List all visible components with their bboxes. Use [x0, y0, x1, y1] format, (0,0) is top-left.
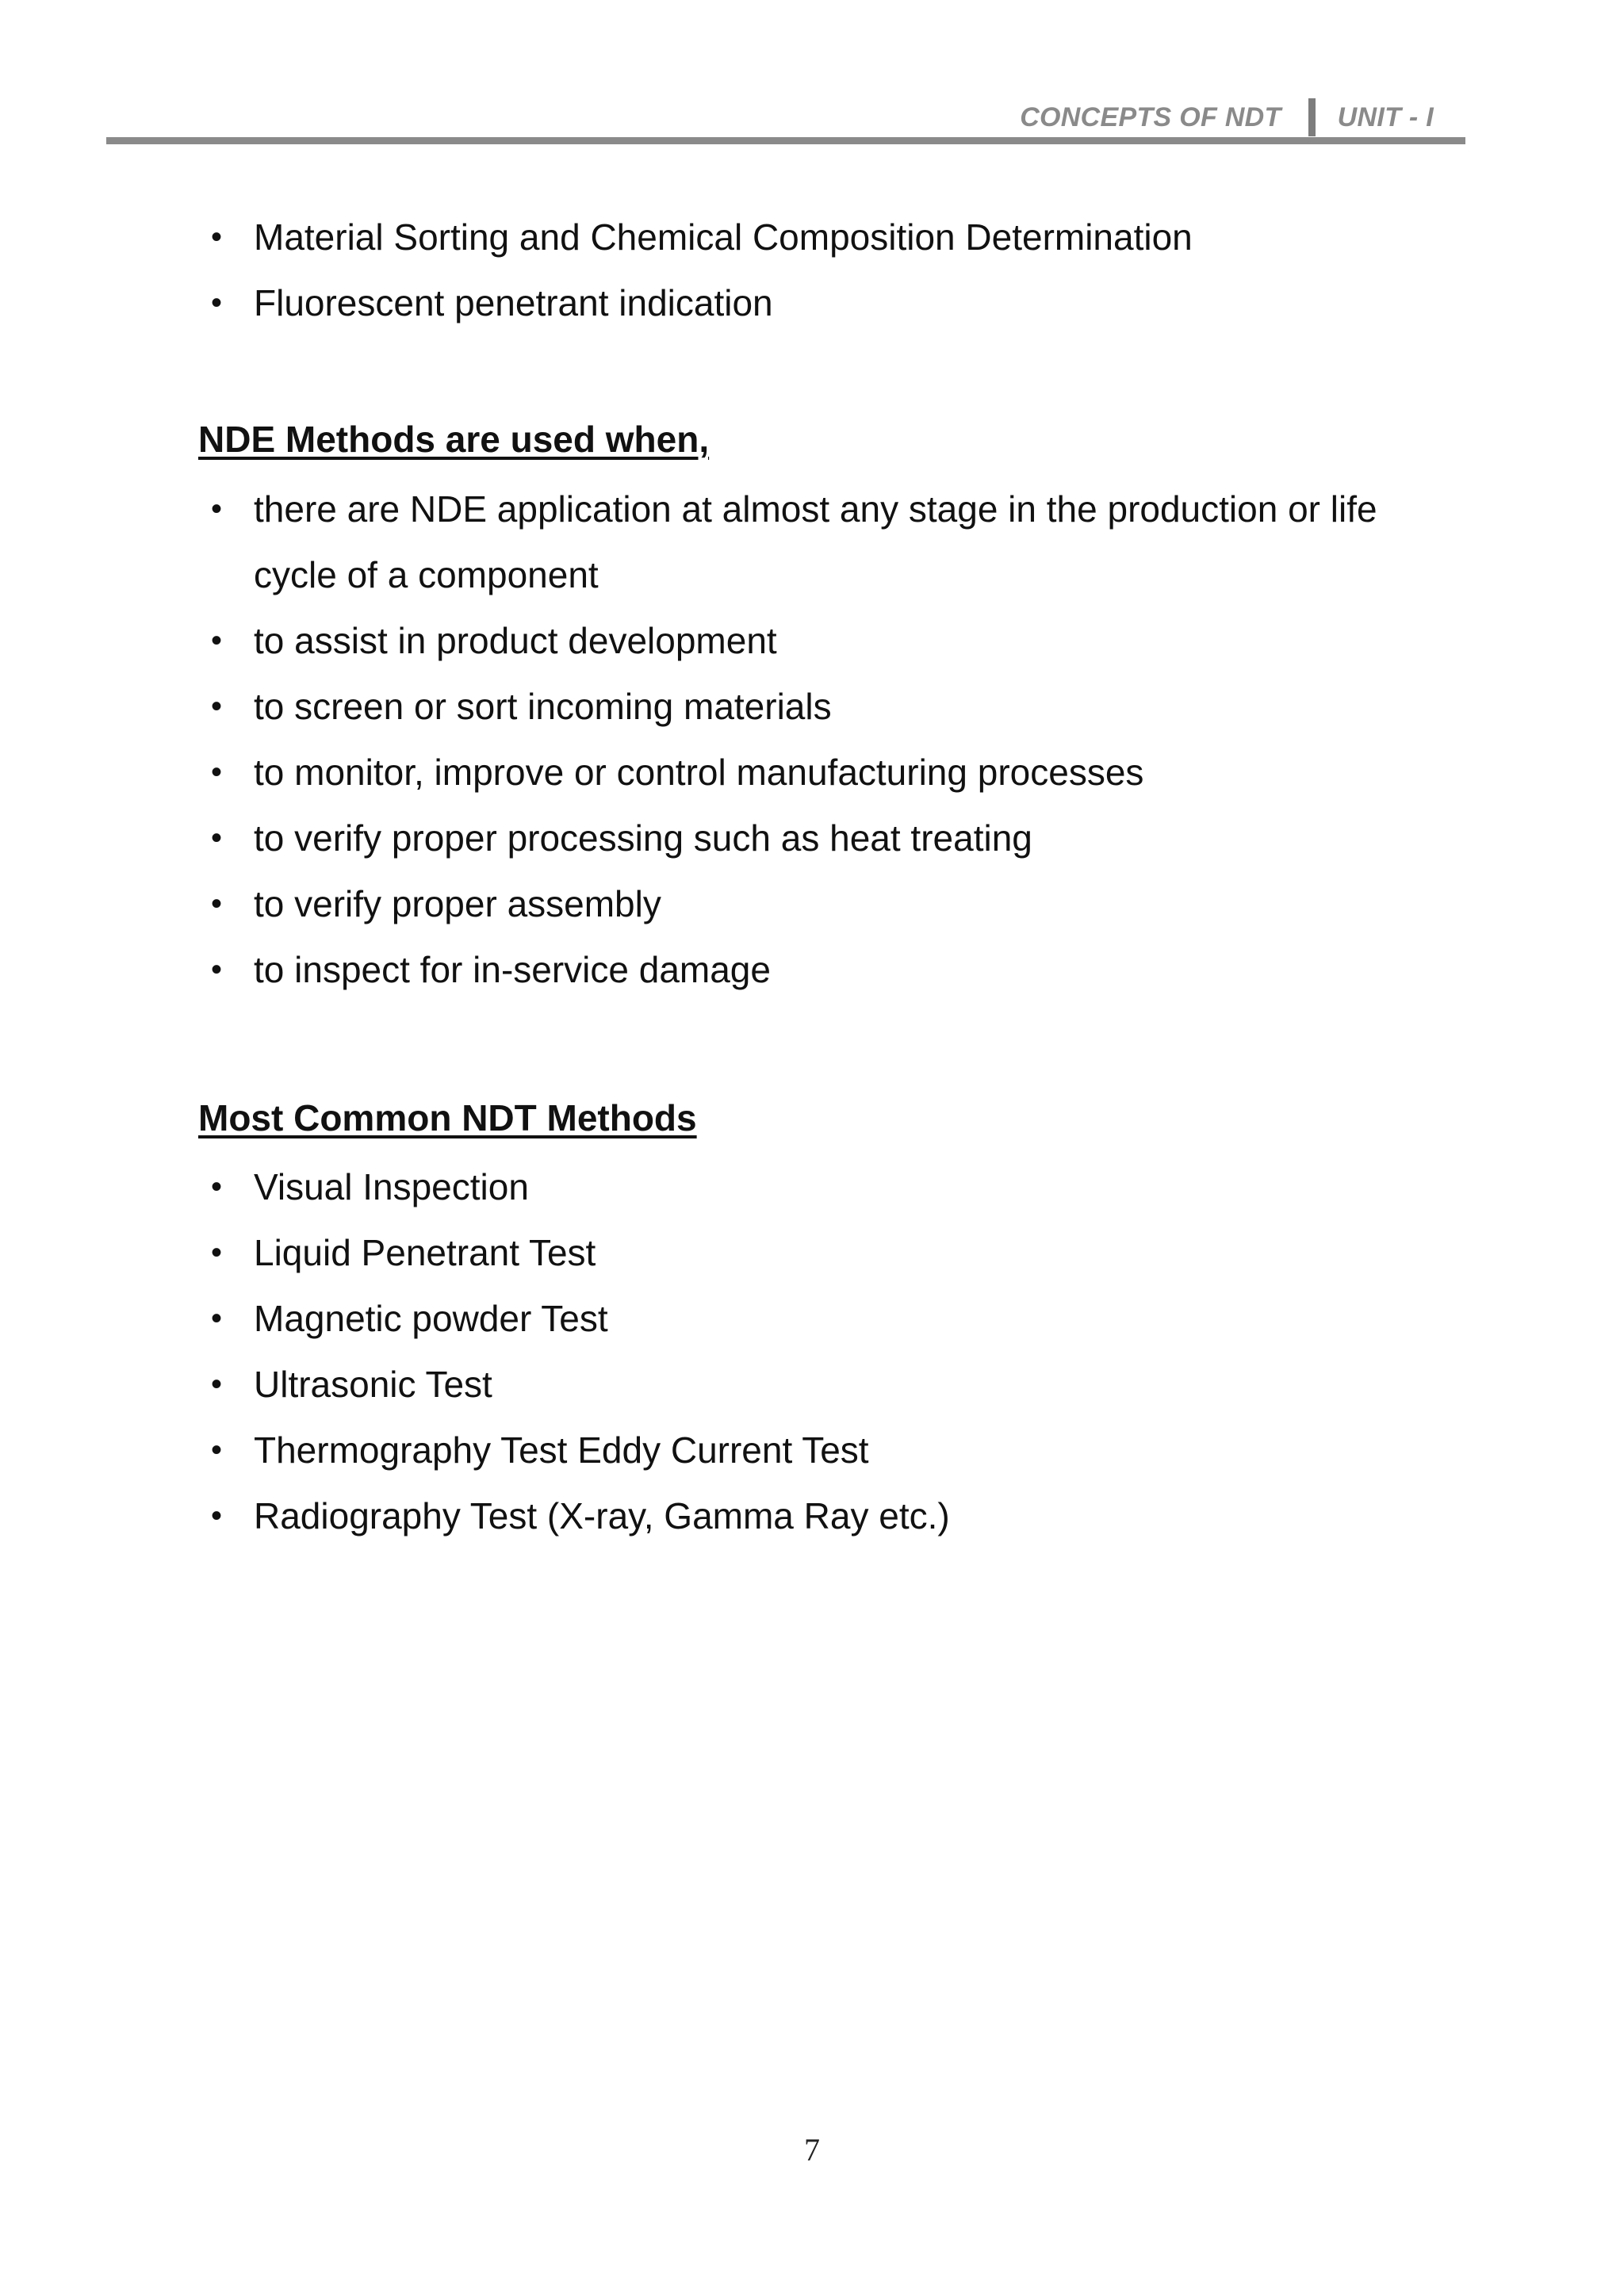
list-item: • Liquid Penetrant Test: [211, 1220, 1475, 1286]
list-item: • to assist in product development: [211, 608, 1475, 674]
header-rule: [106, 137, 1465, 144]
header-separator: [1308, 98, 1316, 136]
list-item: • to verify proper processing such as heat treating: [211, 806, 1475, 871]
list-item: • Fluorescent penetrant indication: [211, 270, 1475, 336]
list-item: • to screen or sort incoming materials: [211, 674, 1475, 740]
list-item: • there are NDE application at almost any stage in the production or life cycle of a component: [211, 476, 1475, 608]
bullet-icon: [211, 1154, 254, 1220]
bullet-icon: [211, 937, 254, 1003]
list-item: • Magnetic powder Test: [211, 1286, 1475, 1352]
bullet-icon: [211, 806, 254, 871]
intro-bullet-list: [254, 205, 1475, 336]
header-unit: UNIT - I: [1337, 101, 1434, 132]
bullet-icon: [211, 608, 254, 674]
ndt-methods-bullet-list: [254, 1154, 1475, 1549]
bullet-icon: [211, 1286, 254, 1352]
bullet-icon: [211, 871, 254, 937]
section-heading-nde-methods: NDE Methods are used when,: [198, 419, 710, 460]
bullet-icon: [211, 740, 254, 806]
bullet-icon: [211, 1418, 254, 1483]
header-title: CONCEPTS OF NDT: [1020, 101, 1281, 132]
list-item: • Ultrasonic Test: [211, 1352, 1475, 1418]
nde-uses-bullet-list: [254, 476, 1475, 1003]
bullet-icon: [211, 1352, 254, 1418]
list-item: • Visual Inspection: [211, 1154, 1475, 1220]
list-item: • to verify proper assembly: [211, 871, 1475, 937]
list-item: • Radiography Test (X-ray, Gamma Ray etc.): [211, 1483, 1475, 1549]
bullet-icon: [211, 205, 254, 270]
page-number: 7: [804, 2132, 820, 2168]
bullet-icon: [211, 1220, 254, 1286]
list-item: • to monitor, improve or control manufacturing processes: [211, 740, 1475, 806]
section-heading-common-ndt-methods: Most Common NDT Methods: [198, 1097, 697, 1138]
bullet-icon: [211, 674, 254, 740]
running-header: [1020, 97, 1434, 138]
bullet-icon: [211, 270, 254, 336]
bullet-icon: [211, 476, 254, 542]
bullet-icon: [211, 1483, 254, 1549]
list-item: • Thermography Test Eddy Current Test: [211, 1418, 1475, 1483]
list-item: • to inspect for in-service damage: [211, 937, 1475, 1003]
list-item: • Material Sorting and Chemical Composition Determination: [211, 205, 1475, 270]
